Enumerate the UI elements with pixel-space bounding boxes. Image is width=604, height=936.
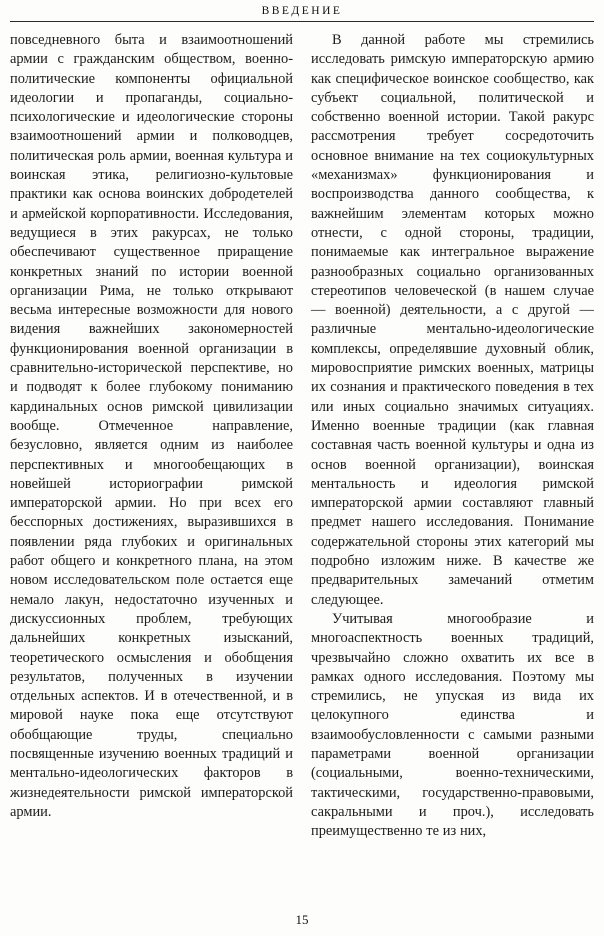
page-footer [10, 907, 594, 930]
right-column [311, 31, 594, 907]
paragraph: Учитывая многообразие и многоаспектность военных традиций, чрезвычайно сложно охватить их все в рамках одного исследования. Поэтому мы стремились, не упуская из вида их целокупного единства и взаимообусловленности с самыми разными параметрами военной организации (социальными, военно-техническими, тактическими, государственно-правовыми, сакральными и проч.), исследовать преимущественно те из них, [311, 610, 594, 840]
text-columns [10, 22, 594, 907]
paragraph-continuation: повседневного быта и взаимоотношений армии с гражданским обществом, военно-политические компоненты официальной идеологии и пропаганды, социально-психологические и идеологические стороны взаимоотношений армии и полководцев, политическая роль армии, военная культура и воинская этика, религиозно-культовые практики как основа воинских добродетелей и армейской корпоративности. Исследования, ведущиеся в этих ракурсах, не только обеспечивают существенное приращение конкретных знаний по истории военной организации Рима, не только открывают весьма интересные возможности для нового видения важнейших закономерностей функционирования военной организации в сравнительно-исторической перспективе, но и подводят к более глубокому пониманию кардинальных основ римской цивилизации вообще. Отмеченное направление, безусловно, является одним из наиболее перспективных и многообещающих в новейшей историографии римской императорской армии. Но при всех его бесспорных достижениях, выразившихся в появлении ряда глубоких и оригинальных работ общего и конкретного плана, на этом новом исследовательском поле остается еще немало лакун, недостаточно изученных и дискуссионных проблем, требующих дальнейших конкретных изысканий, теоретического осмысления и обобщения результатов, полученных в изучении отдельных аспектов. И в отечественной, и в мировой науке пока еще отсутствуют обобщающие труды, специально посвященные изучению военных традиций и ментально-идеологических факторов в жизнедеятельности римской императорской армии. [10, 32, 293, 820]
page-number: 15 [295, 912, 309, 927]
running-head-title: ВВЕДЕНИЕ [261, 5, 343, 17]
left-column [10, 31, 293, 907]
page-header [10, 3, 594, 22]
paragraph: В данной работе мы стремились исследовать римскую императорскую армию как специфическое воинское сообщество, как субъект социальной, политической и собственно военной истории. Такой ракурс рассмотрения требует сосредоточить основное внимание на тех социокультурных «механизмах» функционирования и воспроизводства данного сообщества, к важнейшим элементам которых можно отнести, с одной стороны, традиции, понимаемые как интегральное выражение разнообразных социально организованных стереотипов человеческой (в нашем случае — военной) деятельности, а с другой — различные ментально-идеологические комплексы, определявшие духовный облик, мировосприятие римских военных, матрицы их сознания и практического поведения в тех или иных социально значимых ситуациях. Именно военные традиции (как главная составная часть военной культуры и одна из основ военной организации), воинская ментальность и идеология римской императорской армии составляют главный предмет нашего исследования. Понимание содержательной стороны этих категорий мы подробно изложим ниже. В качестве же предварительных замечаний отметим следующее. [311, 32, 594, 608]
